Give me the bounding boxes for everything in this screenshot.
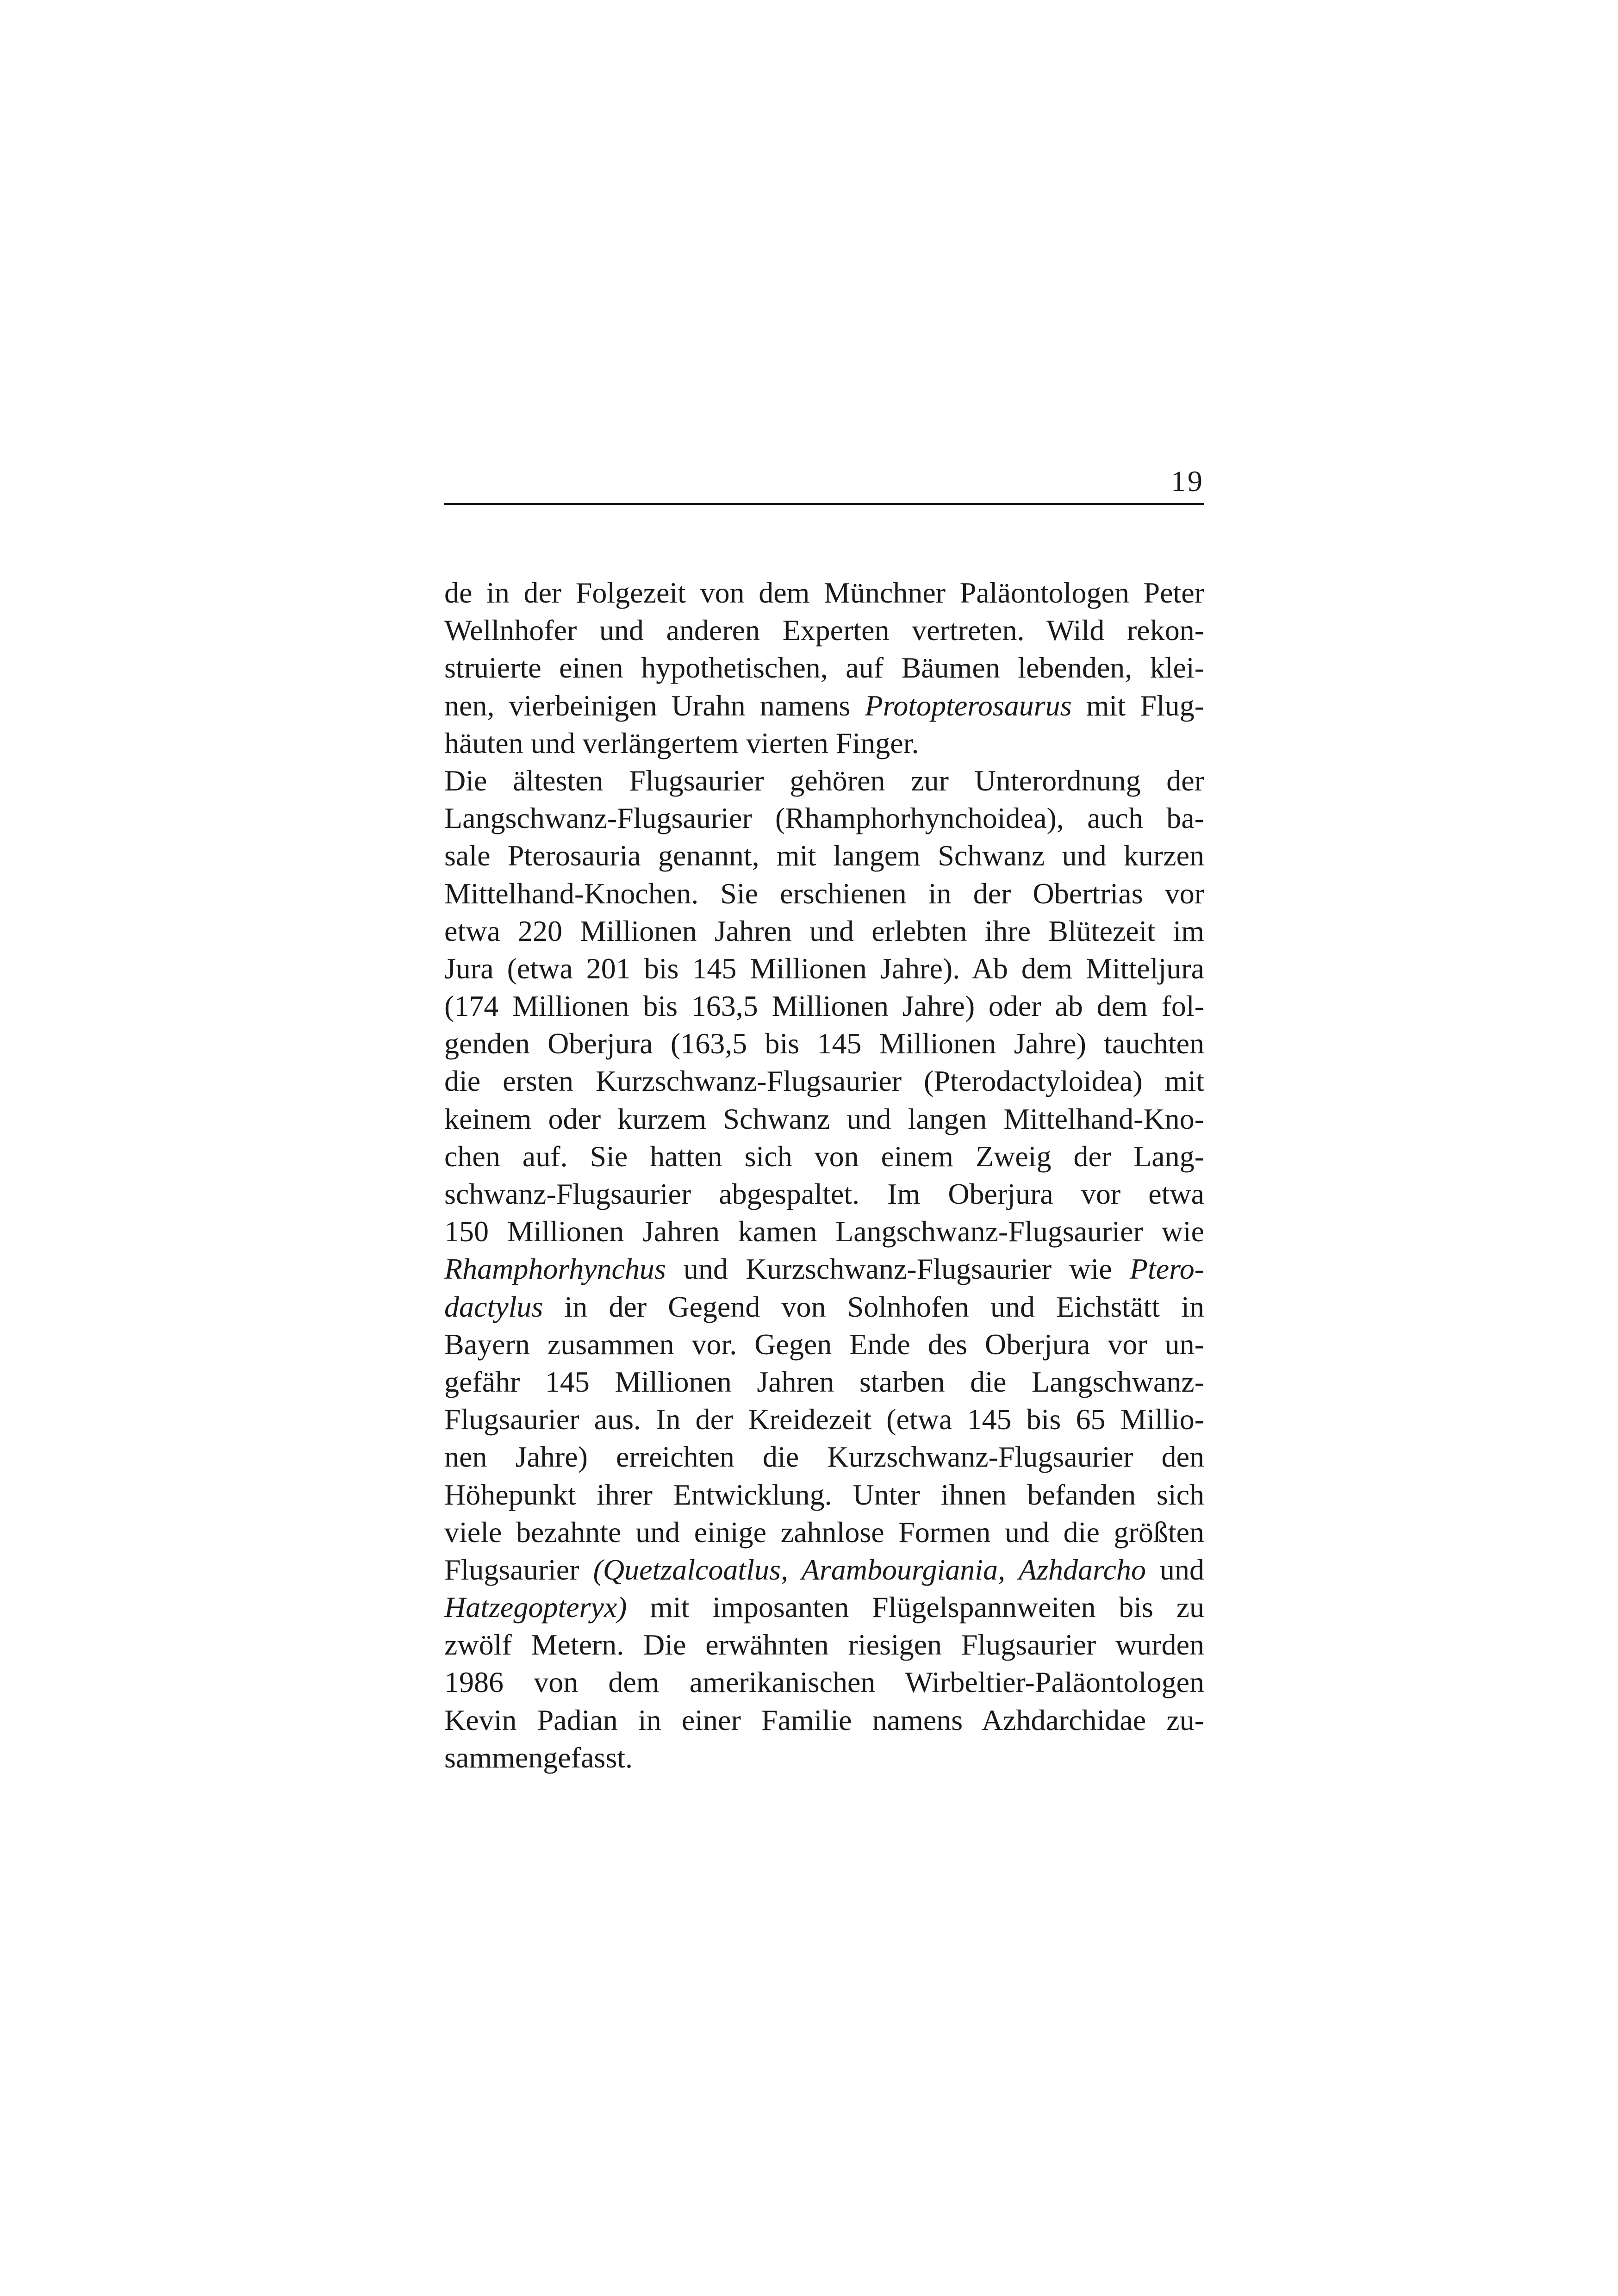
text-segment: viele bezahnte und einige zahnlose Formen und die größten (444, 1515, 1204, 1549)
text-line (444, 1588, 1204, 1626)
text-line (444, 1213, 1204, 1250)
text-segment: und Kurzschwanz-Flugsaurier wie (666, 1252, 1130, 1286)
text-line (444, 1438, 1204, 1475)
text-line (444, 611, 1204, 649)
text-line (444, 762, 1204, 799)
text-segment: keinem oder kurzem Schwanz und langen Mittelhand-Kno- (444, 1102, 1204, 1135)
text-segment: genden Oberjura (163,5 bis 145 Millionen Jahre) tauchten (444, 1027, 1204, 1060)
text-line (444, 687, 1204, 724)
text-line (444, 799, 1204, 837)
text-segment: und (1145, 1553, 1205, 1586)
text-line (444, 1363, 1204, 1400)
text-segment: Bayern zusammen vor. Gegen Ende des Oberjura vor un- (444, 1327, 1204, 1361)
text-segment: Langschwanz-Flugsaurier (Rhamphorhynchoidea), auch ba- (444, 802, 1204, 835)
text-segment: struierte einen hypothetischen, auf Bäumen lebenden, klei- (444, 651, 1204, 684)
text-line (444, 987, 1204, 1025)
text-segment: Flugsaurier (444, 1553, 593, 1586)
text-segment: mit imposanten Flügelspannweiten bis zu (627, 1591, 1204, 1624)
text-line (444, 875, 1204, 912)
text-line (444, 1739, 1204, 1776)
text-segment: sale Pterosauria genannt, mit langem Schwanz und kurzen (444, 839, 1204, 872)
text-segment: in der Gegend von Solnhofen und Eichstätt in (543, 1290, 1204, 1323)
text-segment: (174 Millionen bis 163,5 Millionen Jahre) oder ab dem fol- (444, 989, 1204, 1023)
text-line (444, 1513, 1204, 1551)
text-segment: zwölf Metern. Die erwähnten riesigen Flugsaurier wurden (444, 1628, 1204, 1661)
text-segment: Die ältesten Flugsaurier gehören zur Unterordnung der (444, 764, 1204, 797)
header-rule (444, 503, 1204, 505)
italic-term: Ptero- (1129, 1252, 1204, 1286)
text-line (444, 837, 1204, 874)
italic-term: dactylus (444, 1290, 543, 1323)
text-segment: 1986 von dem amerikanischen Wirbeltier-Paläontologen (444, 1666, 1204, 1699)
text-line (444, 724, 1204, 762)
text-line (444, 1663, 1204, 1701)
text-segment: gefähr 145 Millionen Jahren starben die Langschwanz- (444, 1365, 1204, 1398)
text-line (444, 1325, 1204, 1363)
text-line (444, 1025, 1204, 1062)
text-segment: häuten und verlängertem vierten Finger. (444, 726, 919, 759)
text-line (444, 574, 1204, 611)
text-line (444, 1062, 1204, 1100)
italic-term: Hatzegopteryx) (444, 1591, 627, 1624)
text-segment: chen auf. Sie hatten sich von einem Zweig der Lang- (444, 1139, 1204, 1173)
text-line (444, 1551, 1204, 1588)
page-number: 19 (1171, 465, 1204, 498)
text-segment: 150 Millionen Jahren kamen Langschwanz-Flugsaurier wie (444, 1215, 1204, 1248)
text-line (444, 1701, 1204, 1739)
text-segment: nen Jahre) erreichten die Kurzschwanz-Flugsaurier den (444, 1440, 1204, 1474)
text-line (444, 649, 1204, 686)
text-segment: schwanz-Flugsaurier abgespaltet. Im Oberjura vor etwa (444, 1177, 1204, 1210)
italic-term: Rhamphorhynchus (444, 1252, 666, 1286)
italic-term: Protopterosaurus (865, 689, 1072, 722)
text-segment: de in der Folgezeit von dem Münchner Paläontologen Peter (444, 576, 1204, 609)
text-line (444, 1476, 1204, 1513)
text-segment: mit Flug- (1071, 689, 1204, 722)
text-line (444, 1250, 1204, 1288)
text-line (444, 1100, 1204, 1138)
text-segment: Höhepunkt ihrer Entwicklung. Unter ihnen befanden sich (444, 1478, 1204, 1511)
text-segment: Jura (etwa 201 bis 145 Millionen Jahre). Ab dem Mitteljura (444, 952, 1204, 985)
text-line (444, 1288, 1204, 1325)
text-segment: Flugsaurier aus. In der Kreidezeit (etwa 145 bis 65 Millio- (444, 1403, 1204, 1436)
text-segment: Mittelhand-Knochen. Sie erschienen in der Obertrias vor (444, 877, 1204, 910)
text-segment: sammengefasst. (444, 1741, 633, 1774)
text-line (444, 912, 1204, 950)
text-segment: nen, vierbeinigen Urahn namens (444, 689, 865, 722)
text-segment: etwa 220 Millionen Jahren und erlebten ihre Blütezeit im (444, 914, 1204, 947)
italic-term: (Quetzalcoatlus, Arambourgiania, Azhdarcho (593, 1553, 1146, 1586)
text-line (444, 950, 1204, 987)
text-segment: Kevin Padian in einer Familie namens Azhdarchidae zu- (444, 1703, 1204, 1736)
text-line (444, 1400, 1204, 1438)
text-line (444, 1626, 1204, 1663)
text-segment: die ersten Kurzschwanz-Flugsaurier (Pterodactyloidea) mit (444, 1064, 1204, 1098)
text-line (444, 1175, 1204, 1213)
body-text (444, 574, 1204, 1776)
text-segment: Wellnhofer und anderen Experten vertreten. Wild rekon- (444, 614, 1204, 647)
text-line (444, 1138, 1204, 1175)
